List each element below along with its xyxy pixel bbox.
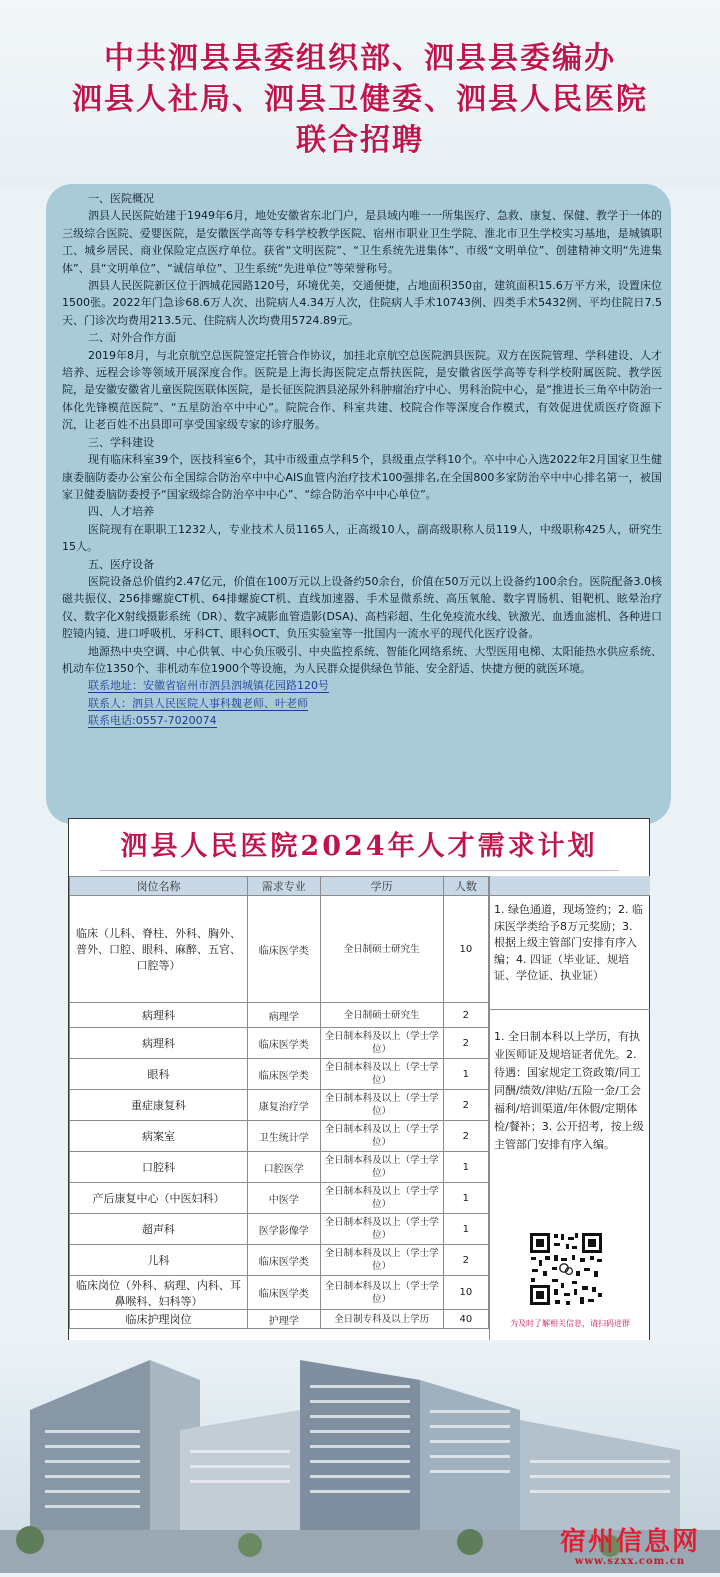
col-header-major: 需求专业 bbox=[247, 877, 320, 896]
cell-count: 1 bbox=[443, 1214, 488, 1245]
benefits-header bbox=[490, 876, 650, 896]
cell-major: 临床医学类 bbox=[247, 1059, 320, 1090]
cell-position: 重症康复科 bbox=[70, 1090, 248, 1121]
bachelor-benefits: 1. 全日制本科以上学历，有执业医师证及规培证者优先。2. 待遇：国家规定工资政策/同工同酬/绩效/津贴/五险一金/工会福利/培训渠道/年休假/定期体检/餐补；3. 公开招考，按上级主管部门安排有序入编。 bbox=[494, 1030, 644, 1151]
cell-education: 全日制本科及以上（学士学位） bbox=[320, 1028, 443, 1059]
cell-count: 2 bbox=[443, 1121, 488, 1152]
cell-count: 10 bbox=[443, 1276, 488, 1310]
cell-position: 临床（儿科、脊柱、外科、胸外、普外、口腔、眼科、麻醉、五官、口腔等） bbox=[70, 896, 248, 1003]
section-heading: 五、医疗设备 bbox=[88, 557, 154, 571]
title-line-3: 联合招聘 bbox=[296, 123, 424, 158]
cell-position: 超声科 bbox=[70, 1214, 248, 1245]
plan-table bbox=[69, 876, 489, 1329]
cell-count: 2 bbox=[443, 1245, 488, 1276]
cell-position: 病理科 bbox=[70, 1003, 248, 1028]
cell-major: 病理学 bbox=[247, 1003, 320, 1028]
cell-position: 临床岗位（外科、病理、内科、耳鼻喉科、妇科等） bbox=[70, 1276, 248, 1310]
table-row bbox=[70, 1003, 489, 1028]
table-header-row bbox=[70, 877, 489, 896]
col-header-education: 学历 bbox=[320, 877, 443, 896]
section-heading: 二、对外合作方面 bbox=[88, 331, 176, 345]
cell-education: 全日制本科及以上（学士学位） bbox=[320, 1214, 443, 1245]
cell-education: 全日制本科及以上（学士学位） bbox=[320, 1276, 443, 1310]
col-header-position: 岗位名称 bbox=[70, 877, 248, 896]
table-title: 泗县人民医院2024年人才需求计划 bbox=[69, 819, 649, 875]
cell-position: 产后康复中心（中医妇科） bbox=[70, 1183, 248, 1214]
table-row bbox=[70, 1276, 489, 1310]
section-heading: 四、人才培养 bbox=[88, 505, 154, 519]
qr-code[interactable] bbox=[528, 1231, 604, 1307]
table-row bbox=[70, 1121, 489, 1152]
cell-position: 临床护理岗位 bbox=[70, 1310, 248, 1329]
site-watermark bbox=[560, 1528, 700, 1567]
table-row bbox=[70, 1152, 489, 1183]
cell-major: 口腔医学 bbox=[247, 1152, 320, 1183]
cell-count: 10 bbox=[443, 896, 488, 1003]
section-heading: 一、医院概况 bbox=[88, 192, 154, 205]
table-row bbox=[70, 1183, 489, 1214]
cell-major: 卫生统计学 bbox=[247, 1121, 320, 1152]
cell-education: 全日制本科及以上（学士学位） bbox=[320, 1090, 443, 1121]
col-header-count: 人数 bbox=[443, 877, 488, 896]
table-row bbox=[70, 896, 489, 1003]
cell-major: 康复治疗学 bbox=[247, 1090, 320, 1121]
cell-major: 临床医学类 bbox=[247, 896, 320, 1003]
cell-major: 护理学 bbox=[247, 1310, 320, 1329]
table-row bbox=[70, 1310, 489, 1329]
cell-education: 全日制硕士研究生 bbox=[320, 1003, 443, 1028]
cell-education: 全日制本科及以上（学士学位） bbox=[320, 1152, 443, 1183]
section-paragraph: 医院现有在职职工1232人，专业技术人员1165人，正高级10人，副高级职称人员119人，中级职称425人，研究生15人。 bbox=[62, 522, 662, 554]
cell-major: 临床医学类 bbox=[247, 1245, 320, 1276]
cell-count: 1 bbox=[443, 1152, 488, 1183]
table-row bbox=[70, 1214, 489, 1245]
cell-major: 临床医学类 bbox=[247, 1276, 320, 1310]
cell-position: 病理科 bbox=[70, 1028, 248, 1059]
table-row bbox=[70, 1245, 489, 1276]
section-paragraph: 2019年8月，与北京航空总医院签定托管合作协议，加挂北京航空总医院泗县医院。双方在医院管理、学科建设、人才培养、远程会诊等领域开展深度合作。医院是上海长海医院定点帮扶医院，是安徽省医学高等专科学校附属医院、教学医院，是安徽安徽省儿童医院医联体医院，是长征医院泗县泌尿外科肿瘤治疗中心、男科治院中心，是“推进长三角卒中防治一体化先锋模范医院”、“五星防治卒中中心”。院院合作、科室共建、校院合作等深度合作模式，有效促进优质医疗资源下沉，让老百姓不出县即可享受国家级专家的诊疗服务。 bbox=[62, 348, 662, 432]
cell-position: 病案室 bbox=[70, 1121, 248, 1152]
hospital-intro bbox=[62, 190, 662, 730]
cell-position: 口腔科 bbox=[70, 1152, 248, 1183]
section-paragraph: 医院设备总价值约2.47亿元，价值在100万元以上设备约50余台，价值在50万元以上设备约100余台。医院配备3.0核磁共振仪、256排螺旋CT机、64排螺旋CT机、直线加速器、手术显微系统、高压氧舱、数字胃肠机、钼靶机、眩晕治疗仪、数字化X射线摄影系统（DR）、数字减影血管造影(DSA)、高档彩超、生化免疫流水线、钬激光、血透血滤机、各种进口腔镜内镜、进口呼吸机、牙科CT、眼科OCT、负压实验室等一批国内一流水平的现代化医疗设备。 bbox=[62, 574, 662, 641]
benefits-column bbox=[489, 876, 650, 1351]
title-line-1: 中共泗县县委组织部、泗县县委编办 bbox=[104, 41, 616, 76]
cell-major: 临床医学类 bbox=[247, 1028, 320, 1059]
talent-plan-table bbox=[68, 818, 650, 1352]
cell-position: 儿科 bbox=[70, 1245, 248, 1276]
title-line-2: 泗县人社局、泗县卫健委、泗县人民医院 bbox=[72, 82, 648, 117]
cell-count: 2 bbox=[443, 1003, 488, 1028]
section-paragraph: 泗县人民医院新区位于泗城花园路120号，环境优美，交通便捷，占地面积350亩，建筑面积15.6万平方米，设置床位1500张。2022年门急诊68.6万人次、出院病人4.34万人次，住院病人手术10743例、四类手术5432例、平均住院日7.5天、门诊次均费用213.5元、住院病人次均费用5724.89元。 bbox=[62, 279, 662, 327]
table-row bbox=[70, 1028, 489, 1059]
cell-education: 全日制专科及以上学历 bbox=[320, 1310, 443, 1329]
page-title bbox=[0, 38, 720, 161]
cell-major: 医学影像学 bbox=[247, 1214, 320, 1245]
cell-education: 全日制本科及以上（学士学位） bbox=[320, 1059, 443, 1090]
contact-phone[interactable]: 联系电话:0557-7020074 bbox=[88, 714, 217, 728]
contact-person: 联系人：泗县人民医院人事科魏老师、叶老师 bbox=[88, 696, 308, 710]
cell-major: 中医学 bbox=[247, 1183, 320, 1214]
cell-education: 全日制本科及以上（学士学位） bbox=[320, 1121, 443, 1152]
cell-education: 全日制本科及以上（学士学位） bbox=[320, 1245, 443, 1276]
cell-count: 40 bbox=[443, 1310, 488, 1329]
qr-code-icon bbox=[528, 1231, 604, 1307]
section-paragraph: 泗县人民医院始建于1949年6月，地处安徽省东北门户，是县域内唯一一所集医疗、急救、康复、保健、教学于一体的三级综合医院、爱婴医院，是安徽医学高等专科学校教学医院、宿州市职业卫生学院、淮北市卫生学校实习基地，是城镇职工、城乡居民、商业保险定点医疗单位。获省“文明医院”、“卫生系统先进集体”、市级“文明单位”、创建精神文明“先进集体”、县“文明单位”、“诚信单位”、卫生系统“先进单位”等荣誉称号。 bbox=[62, 209, 662, 275]
benefits-divider bbox=[490, 1009, 650, 1010]
watermark-url: www.szxx.com.cn bbox=[574, 1556, 686, 1567]
table-row bbox=[70, 1090, 489, 1121]
section-paragraph: 地源热中央空调、中心供氧、中心负压吸引、中央监控系统、智能化网络系统、大型医用电梯、太阳能热水供应系统、机动车位1350个、非机动车位1900个等设施，为人民群众提供绿色节能、安全舒适、快捷方便的就医环境。 bbox=[62, 644, 662, 675]
cell-education: 全日制硕士研究生 bbox=[320, 896, 443, 1003]
section-paragraph: 现有临床科室39个，医技科室6个，其中市级重点学科5个，县级重点学科10个。卒中中心入选2022年2月国家卫生健康委脑防委办公室公布全国综合防治卒中中心AIS血管内治疗技术100强排名,在全国800多家防治卒中中心排名第一，被国家卫健委脑防委授予“国家级综合防治卒中中心”、“综合防治卒中中心单位”。 bbox=[62, 453, 662, 501]
section-heading: 三、学科建设 bbox=[88, 435, 154, 449]
cell-count: 1 bbox=[443, 1183, 488, 1214]
cell-count: 2 bbox=[443, 1090, 488, 1121]
cell-count: 1 bbox=[443, 1059, 488, 1090]
table-row bbox=[70, 1059, 489, 1090]
contact-address: 联系地址：安徽省宿州市泗县泗城镇花园路120号 bbox=[88, 679, 329, 693]
masters-benefits: 1. 绿色通道，现场签约；2. 临床医学类给予8万元奖励；3. 根据上级主管部门安排有序入编；4. 四证（毕业证、规培证、学位证、执业证） bbox=[494, 903, 643, 982]
cell-position: 眼科 bbox=[70, 1059, 248, 1090]
watermark-name: 宿州信息网 bbox=[559, 1527, 700, 1557]
cell-education: 全日制本科及以上（学士学位） bbox=[320, 1183, 443, 1214]
cell-count: 2 bbox=[443, 1028, 488, 1059]
qr-caption: 为及时了解相关信息，请扫码进群 bbox=[510, 1319, 630, 1328]
